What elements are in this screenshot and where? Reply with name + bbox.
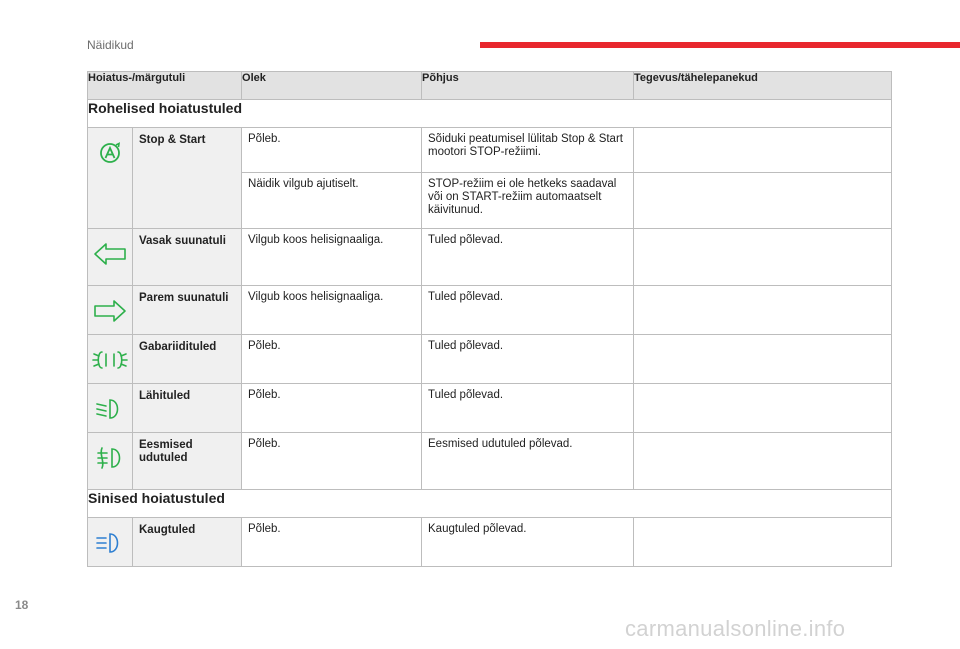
section-row-green [88, 100, 892, 128]
sidelights-icon [88, 335, 133, 384]
action-cell [634, 518, 892, 567]
right-turn-arrow-icon [88, 286, 133, 335]
table-row [88, 286, 892, 335]
action-cell [634, 433, 892, 490]
column-header-cause: Põhjus [422, 72, 634, 100]
action-cell [634, 384, 892, 433]
action-cell [634, 128, 892, 173]
state-cell: Põleb. [242, 128, 422, 173]
state-cell: Põleb. [242, 518, 422, 567]
cause-cell: Tuled põlevad. [422, 384, 634, 433]
table-row [88, 335, 892, 384]
dipped-beam-icon [88, 384, 133, 433]
table-row [88, 433, 892, 490]
section-row-blue [88, 490, 892, 518]
cause-cell: Eesmised udutuled põlevad. [422, 433, 634, 490]
action-cell [634, 335, 892, 384]
front-fog-lamp-icon [88, 433, 133, 490]
indicator-name: Parem suunatuli [133, 286, 242, 335]
cause-cell: STOP-režiim ei ole hetkeks saadaval või on START-režiim automaatselt käivitunud. [422, 173, 634, 229]
cause-cell: Sõiduki peatumisel lülitab Stop & Start mootori STOP-režiimi. [422, 128, 634, 173]
column-header-state: Olek [242, 72, 422, 100]
warning-lights-table [87, 71, 892, 567]
cause-cell: Tuled põlevad. [422, 286, 634, 335]
section-title-blue: Sinised hoiatustuled [88, 490, 892, 518]
table-row [88, 518, 892, 567]
cause-cell: Kaugtuled põlevad. [422, 518, 634, 567]
action-cell [634, 173, 892, 229]
column-header-action: Tegevus/tähelepanekud [634, 72, 892, 100]
state-cell: Vilgub koos helisignaaliga. [242, 286, 422, 335]
state-cell: Põleb. [242, 433, 422, 490]
indicator-name: Eesmised udutuled [133, 433, 242, 490]
column-header-indicator: Hoiatus-/märgutuli [88, 72, 242, 100]
section-title-green: Rohelised hoiatustuled [88, 100, 892, 128]
state-cell: Vilgub koos helisignaaliga. [242, 229, 422, 286]
stop-start-icon [88, 128, 133, 229]
table-row [88, 229, 892, 286]
watermark: carmanualsonline.info [625, 616, 846, 641]
cause-cell: Tuled põlevad. [422, 335, 634, 384]
state-cell: Näidik vilgub ajutiselt. [242, 173, 422, 229]
state-cell: Põleb. [242, 384, 422, 433]
table-header-row [88, 72, 892, 100]
action-cell [634, 286, 892, 335]
cause-cell: Tuled põlevad. [422, 229, 634, 286]
table-row [88, 384, 892, 433]
indicator-name: Lähituled [133, 384, 242, 433]
table-row [88, 128, 892, 173]
section-title: Näidikud [87, 38, 134, 52]
action-cell [634, 229, 892, 286]
indicator-name: Gabariidituled [133, 335, 242, 384]
indicator-name: Stop & Start [133, 128, 242, 229]
header-accent-bar [480, 42, 960, 48]
main-beam-icon [88, 518, 133, 567]
page-number: 18 [15, 598, 29, 612]
indicator-name: Kaugtuled [133, 518, 242, 567]
indicator-name: Vasak suunatuli [133, 229, 242, 286]
left-turn-arrow-icon [88, 229, 133, 286]
state-cell: Põleb. [242, 335, 422, 384]
